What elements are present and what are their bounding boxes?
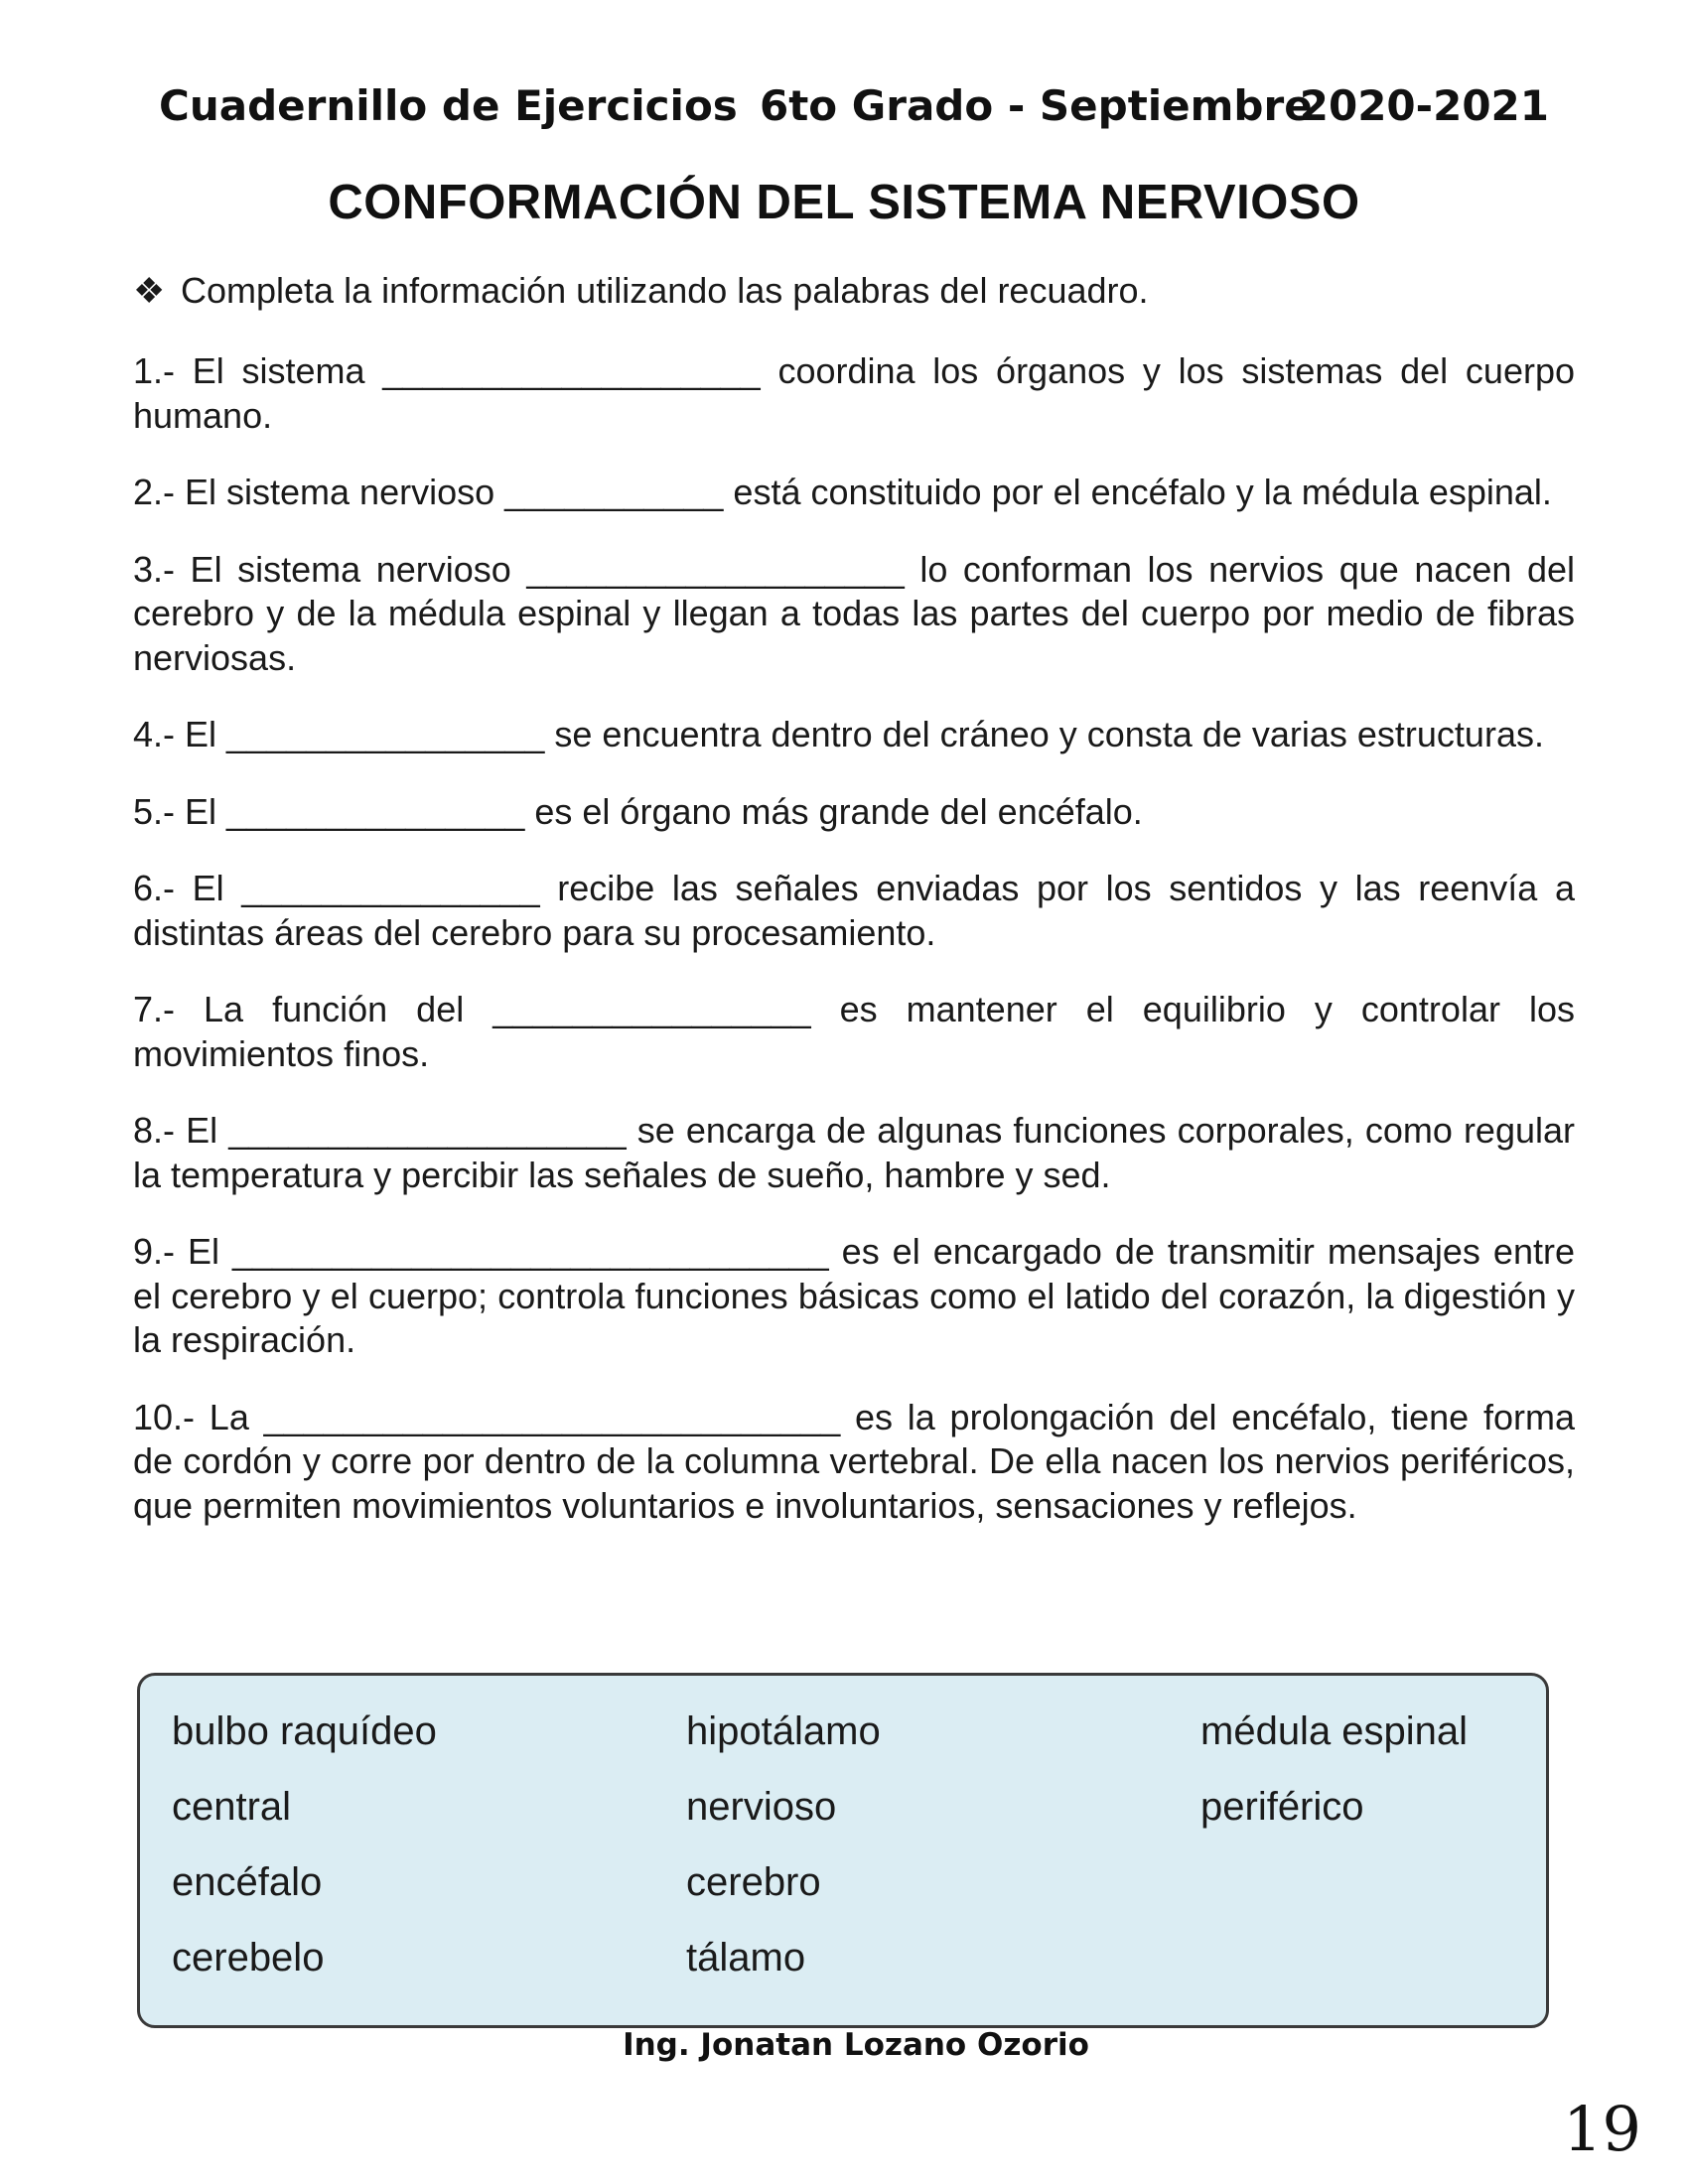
question-text: 4.- El: [133, 714, 217, 754]
word-bank-item: cerebelo: [172, 1936, 325, 1979]
page-number: 19: [1563, 2093, 1641, 2165]
header-workbook-title: Cuadernillo de Ejercicios: [159, 81, 738, 130]
question-text: es la prolongación del encéfalo, tiene forma de cordón y corre por dentro de la columna vertebral. De ella nacen los nervios periféricos, que permiten movimientos voluntarios e involuntarios, sensaciones y reflejos.: [133, 1396, 1575, 1526]
question-8: [133, 1109, 1575, 1197]
instruction-text: Completa la información utilizando las palabras del recuadro.: [181, 270, 1149, 311]
question-text: 9.- El: [133, 1231, 220, 1272]
question-text: se encarga de algunas funciones corporales, como regular la temperatura y percibir las señales de sueño, hambre y sed.: [133, 1110, 1575, 1195]
header-grade-month: 6to Grado - Septiembre: [760, 81, 1313, 130]
answer-blank-2[interactable]: ___________: [504, 472, 724, 512]
question-text: está constituido por el encéfalo y la médula espinal.: [733, 472, 1552, 512]
question-text: se encuentra dentro del cráneo y consta de varias estructuras.: [554, 714, 1544, 754]
word-bank-item: nervioso: [686, 1785, 837, 1829]
word-bank-item: tálamo: [686, 1936, 806, 1979]
answer-blank-8[interactable]: ____________________: [228, 1110, 627, 1151]
word-bank-item: periférico: [1200, 1785, 1364, 1829]
question-text: 7.- La función del: [133, 989, 465, 1029]
question-9: [133, 1230, 1575, 1363]
header-school-year: 2020-2021: [1299, 81, 1549, 130]
word-bank-item: bulbo raquídeo: [172, 1709, 437, 1753]
answer-blank-6[interactable]: _______________: [241, 868, 540, 908]
page-header: [159, 81, 1549, 141]
question-1: [133, 349, 1575, 438]
question-text: lo conforman los nervios que nacen del cerebro y de la médula espinal y llegan a todas las partes del cuerpo por medio de fibras nerviosas.: [133, 548, 1575, 678]
answer-blank-5[interactable]: _______________: [226, 790, 525, 832]
question-text: 6.- El: [133, 868, 224, 908]
answer-blank-9[interactable]: ______________________________: [232, 1231, 829, 1272]
question-text: 5.- El: [133, 790, 217, 832]
question-text: es el órgano más grande del encéfalo.: [534, 790, 1143, 832]
diamond-bullet-icon: ❖: [133, 270, 166, 311]
question-10: [133, 1396, 1575, 1529]
word-bank-item: central: [172, 1785, 292, 1829]
question-text: 10.- La: [133, 1396, 249, 1437]
question-7: [133, 988, 1575, 1076]
answer-blank-3[interactable]: ___________________: [526, 548, 905, 590]
answer-blank-7[interactable]: ________________: [492, 989, 811, 1029]
question-text: es el encargado de transmitir mensajes entre el cerebro y el cuerpo; controla funciones básicas como el latido del corazón, la digestión y la respiración.: [133, 1231, 1575, 1360]
word-bank-box: [137, 1673, 1549, 2028]
answer-blank-4[interactable]: ________________: [226, 714, 545, 754]
answer-blank-1[interactable]: ___________________: [382, 350, 761, 391]
question-text: coordina los órganos y los sistemas del cuerpo humano.: [133, 350, 1575, 436]
word-bank-item: encéfalo: [172, 1860, 323, 1904]
question-text: es mantener el equilibrio y controlar los movimientos finos.: [133, 989, 1575, 1074]
question-text: recibe las señales enviadas por los sentidos y las reenvía a distintas áreas del cerebro para su procesamiento.: [133, 868, 1575, 953]
question-text: 1.- El sistema: [133, 350, 365, 391]
instruction: [133, 270, 1573, 312]
answer-blank-10[interactable]: _____________________________: [263, 1396, 841, 1437]
word-bank-item: cerebro: [686, 1860, 821, 1904]
question-5: [133, 790, 1575, 835]
question-text: 3.- El sistema nervioso: [133, 548, 511, 590]
page-title: CONFORMACIÓN DEL SISTEMA NERVIOSO: [328, 176, 1360, 229]
word-bank-item: médula espinal: [1200, 1709, 1469, 1753]
word-bank-item: hipotálamo: [686, 1709, 881, 1753]
question-list: [133, 349, 1575, 1561]
question-6: [133, 867, 1575, 955]
question-4: [133, 713, 1575, 757]
author-footer: Ing. Jonatan Lozano Ozorio: [623, 2027, 1089, 2063]
question-2: [133, 471, 1575, 515]
question-3: [133, 548, 1575, 681]
question-text: 2.- El sistema nervioso: [133, 472, 495, 512]
question-text: 8.- El: [133, 1110, 218, 1151]
